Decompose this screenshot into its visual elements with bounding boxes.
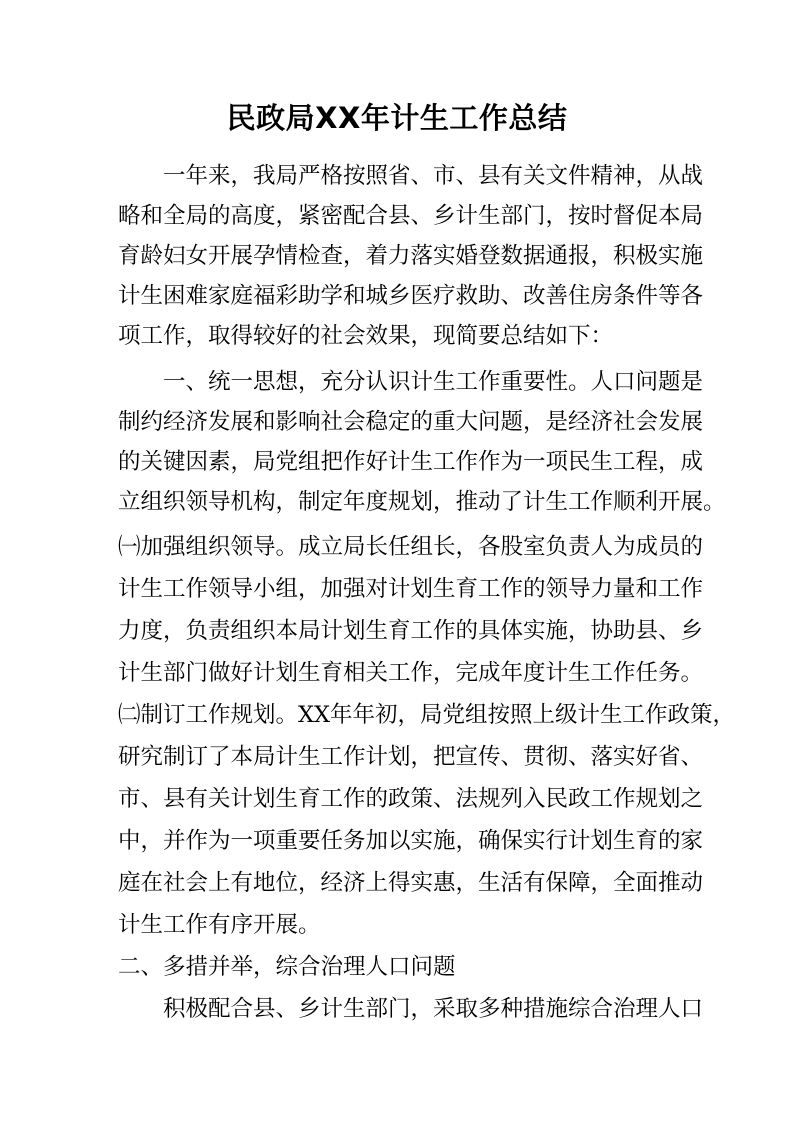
paragraph-line: 力度，负责组织本局计划生育工作的具体实施，协助县、乡	[118, 618, 704, 644]
paragraph-line: 积极配合县、乡计生部门，采取多种措施综合治理人口	[163, 996, 704, 1022]
section-heading-line: 一、统一思想，充分认识计生工作重要性。人口问题是	[163, 369, 704, 395]
subsection-line: ㈠加强组织领导。成立局长任组长，各股室负责人为成员的	[118, 534, 704, 560]
paragraph-line: 计生工作有序开展。	[118, 912, 321, 938]
document-title: 民政局XX年计生工作总结	[226, 101, 568, 135]
paragraph-line: 项工作，取得较好的社会效果，现简要总结如下：	[118, 323, 614, 349]
paragraph-line: 略和全局的高度，紧密配合县、乡计生部门，按时督促本局	[118, 203, 704, 229]
paragraph-line: 计生部门做好计划生育相关工作，完成年度计生工作任务。	[118, 660, 704, 686]
paragraph-line: 中，并作为一项重要任务加以实施，确保实行计划生育的家	[118, 828, 704, 854]
paragraph-line: 庭在社会上有地位，经济上得实惠，生活有保障，全面推动	[118, 870, 704, 896]
section-heading-line: 二、多措并举，综合治理人口问题	[118, 954, 456, 980]
paragraph-line: 研究制订了本局计生工作计划，把宣传、贯彻、落实好省、	[118, 744, 704, 770]
paragraph-line: 制约经济发展和影响社会稳定的重大问题，是经济社会发展	[118, 409, 704, 435]
paragraph-line: 一年来，我局严格按照省、市、县有关文件精神，从战	[163, 163, 704, 189]
paragraph-line: 立组织领导机构，制定年度规划，推动了计生工作顺利开展。	[118, 489, 726, 515]
paragraph-line: 的关键因素，局党组把作好计生工作作为一项民生工程，成	[118, 449, 704, 475]
paragraph-line: 市、县有关计划生育工作的政策、法规列入民政工作规划之	[118, 786, 704, 812]
subsection-line: ㈡制订工作规划。XX年年初，局党组按照上级计生工作政策，	[118, 702, 736, 728]
paragraph-line: 计生工作领导小组，加强对计划生育工作的领导力量和工作	[118, 576, 704, 602]
paragraph-line: 育龄妇女开展孕情检查，着力落实婚登数据通报，积极实施	[118, 243, 704, 269]
paragraph-line: 计生困难家庭福彩助学和城乡医疗救助、改善住房条件等各	[118, 283, 704, 309]
